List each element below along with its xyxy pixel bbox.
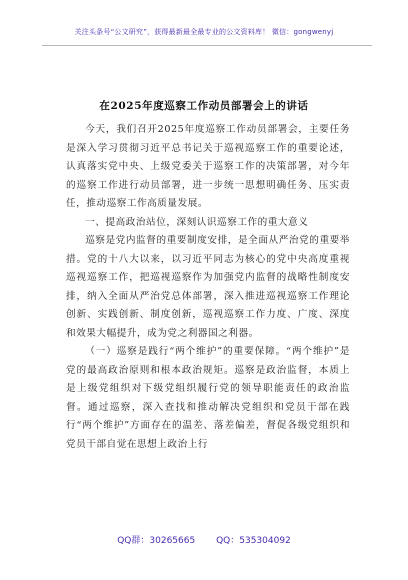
footer-contact [0,533,408,546]
paragraph-intro: 今天，我们召开2025年度巡察工作动员部署会，主要任务是深入学习贯彻习近平总书记关于巡视巡察工作的重要论述，认真落实党中央、上级党委关于巡察工作的决策部署，对今年的巡察工作进行动员部署，进一步统一思想明确任务、压实责任，推动巡察工作高质量发展。 [66,124,350,209]
paragraph-section-1: 巡察是党内监督的重要制度安排，是全面从严治党的重要举措。党的十八大以来，以习近平同志为核心的党中央高度重视巡视巡察工作，把巡视巡察作为加强党内监督的战略性制度安排，纳入全面从严治党总体部署，深入推进巡视巡察工作理论创新、实践创新、制度创新，巡视巡察工作力度、广度、深度和效果大幅提升，成为党之利器国之利器。 [66,235,350,339]
paragraph-subsection-1: （一）巡察是践行“两个维护”的重要保障。“两个维护”是党的最高政治原则和根本政治规矩。巡察是政治监督，本质上是上级党组织对下级党组织履行党的领导职能责任的政治监督。通过巡察，深入查找和推动解决党组织和党员干部在践行“两个维护”方面存在的温差、落差偏差，督促各级党组织和党员干部自觉在思想上政治上行 [66,346,350,450]
footer-qq: QQ：535304092 [216,536,291,546]
document-title: 在2025年度巡察工作动员部署会上的讲话 [99,100,309,112]
footer-qq-group: QQ群：30265665 [117,536,196,546]
header-divider [42,45,372,46]
section-heading-1: 一、提高政治站位，深刻认识巡察工作的重大意义 [85,216,309,228]
document-body [66,121,350,454]
header-banner: 关注头条号“公文研究”，获得最新最全最专业的公文资料库！ 微信：gongwenyj [74,28,334,36]
